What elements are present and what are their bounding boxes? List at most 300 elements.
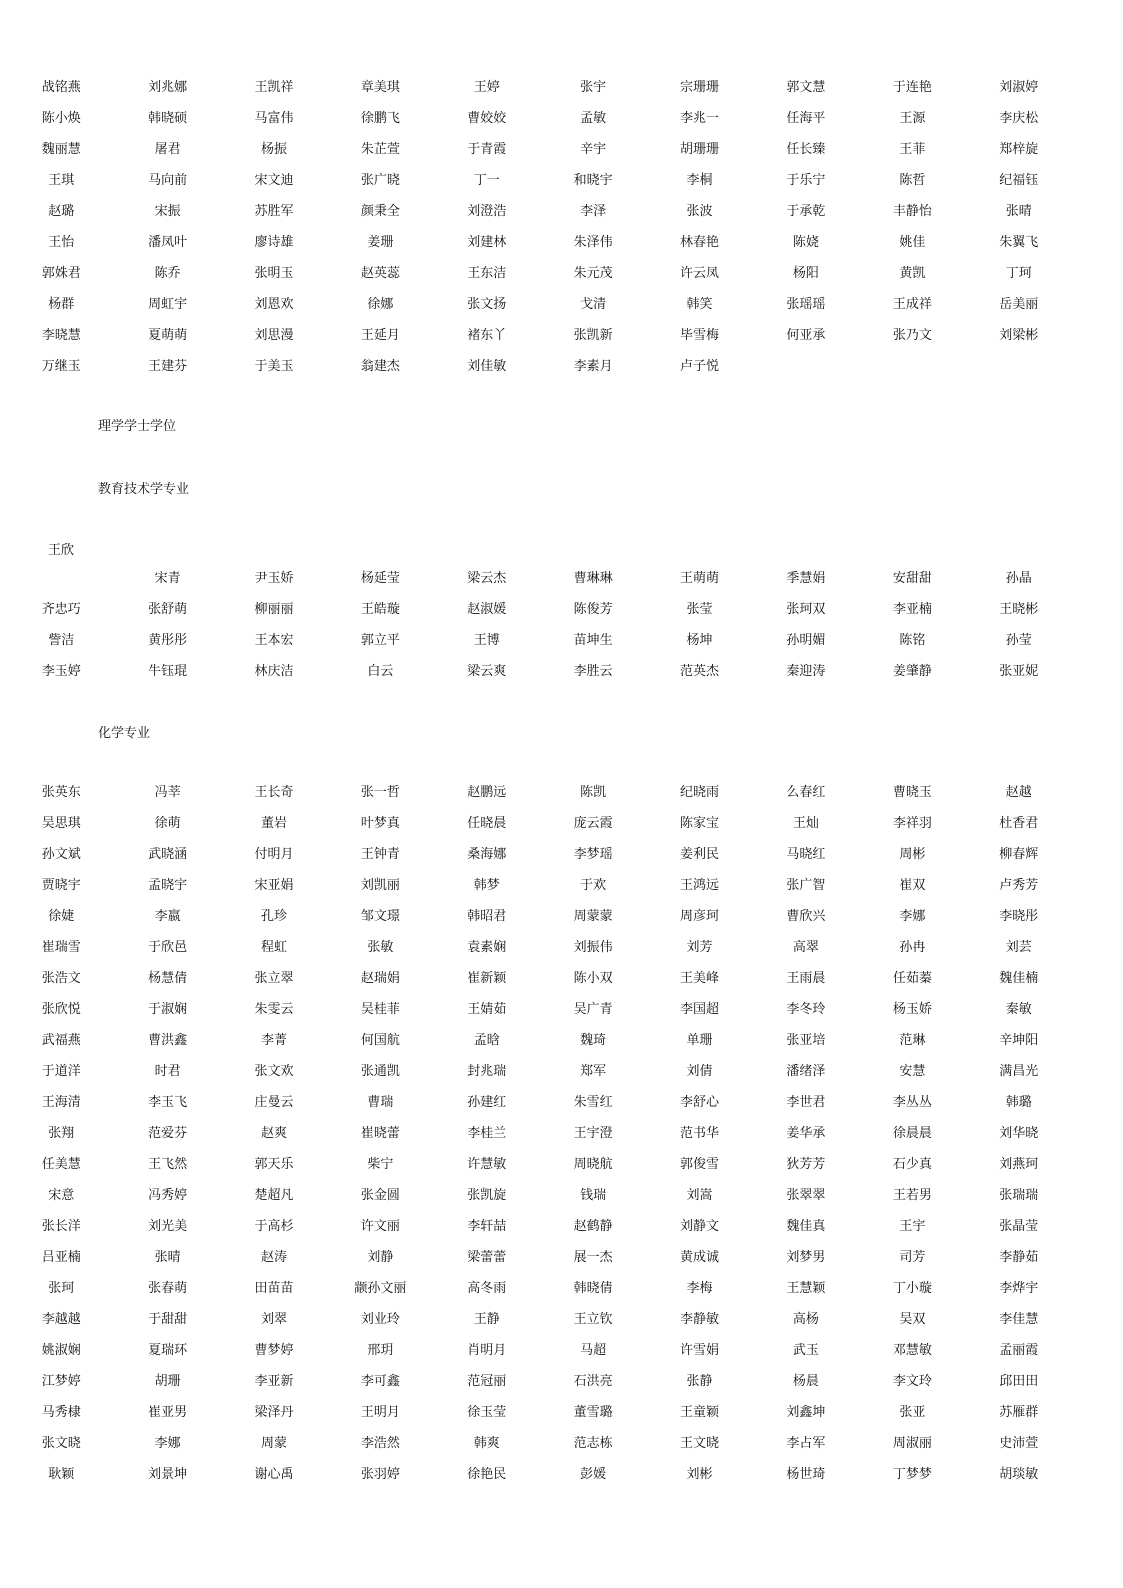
name-cell: 石少真 — [892, 1157, 932, 1172]
degree-heading: 理学学士学位 — [98, 419, 177, 434]
name-row — [8, 656, 1072, 687]
name-cell: 曹欣兴 — [786, 909, 826, 924]
name-cell: 万继玉 — [41, 359, 81, 374]
name-cell: 张广晓 — [360, 173, 400, 188]
name-cell: 李亚楠 — [892, 602, 932, 617]
name-cell: 袁素娴 — [467, 940, 507, 955]
name-cell: 徐鹏飞 — [360, 111, 400, 126]
name-cell: 何亚承 — [786, 328, 826, 343]
name-cell: 黄凯 — [899, 266, 926, 281]
name-cell: 潘绪泽 — [786, 1064, 826, 1079]
name-cell: 张敏 — [367, 940, 394, 955]
name-cell: 李桂兰 — [467, 1126, 507, 1141]
name-cell: 李文玲 — [892, 1374, 932, 1389]
name-row — [8, 1273, 1072, 1304]
name-cell: 李胜云 — [573, 664, 613, 679]
name-row — [8, 932, 1072, 963]
name-cell: 江梦婷 — [41, 1374, 81, 1389]
name-cell: 任美慧 — [41, 1157, 81, 1172]
name-cell: 张通凯 — [360, 1064, 400, 1079]
name-cell: 王东洁 — [467, 266, 507, 281]
name-cell: 郭立平 — [360, 633, 400, 648]
name-row — [8, 901, 1072, 932]
name-cell: 杨振 — [260, 142, 287, 157]
name-cell: 高杨 — [792, 1312, 819, 1327]
name-row — [8, 994, 1072, 1025]
name-row — [8, 625, 1072, 656]
name-cell: 张珂双 — [786, 602, 826, 617]
name-cell: 曹琳琳 — [573, 571, 613, 586]
name-cell: 张莹 — [686, 602, 713, 617]
name-cell: 苏胜军 — [254, 204, 294, 219]
name-cell: 夏瑞环 — [148, 1343, 188, 1358]
name-cell: 秦迎涛 — [786, 664, 826, 679]
name-cell: 董岩 — [260, 816, 287, 831]
name-cell: 曹梦婷 — [254, 1343, 294, 1358]
name-row — [8, 1366, 1072, 1397]
name-cell: 毕雪梅 — [680, 328, 720, 343]
name-cell: 韩梦 — [473, 878, 500, 893]
name-cell: 张珂 — [48, 1281, 75, 1296]
name-cell: 刘光美 — [148, 1219, 188, 1234]
name-cell: 李舒心 — [680, 1095, 720, 1110]
name-cell: 刘嵩 — [686, 1188, 713, 1203]
name-cell: 时君 — [154, 1064, 181, 1079]
name-row — [8, 196, 1072, 227]
name-cell: 王若男 — [892, 1188, 932, 1203]
name-cell: 林春艳 — [680, 235, 720, 250]
name-cell: 耿颖 — [48, 1467, 75, 1482]
name-cell: 胡珊 — [154, 1374, 181, 1389]
name-cell: 王美峰 — [680, 971, 720, 986]
name-cell: 张长洋 — [41, 1219, 81, 1234]
name-cell: 刘建林 — [467, 235, 507, 250]
name-cell: 周彬 — [899, 847, 926, 862]
name-cell: 王灿 — [792, 816, 819, 831]
name-cell: 刘佳敏 — [467, 359, 507, 374]
name-cell: 刘芳 — [686, 940, 713, 955]
name-row — [8, 134, 1072, 165]
name-cell: 王明月 — [360, 1405, 400, 1420]
name-cell: 黄彤彤 — [148, 633, 188, 648]
name-cell: 刘凯丽 — [360, 878, 400, 893]
name-cell: 贾晓宇 — [41, 878, 81, 893]
name-cell: 安甜甜 — [892, 571, 932, 586]
name-cell: 陈俊芳 — [573, 602, 613, 617]
name-cell: 韩晓倩 — [573, 1281, 613, 1296]
name-row — [8, 1304, 1072, 1335]
name-list-block-3 — [8, 777, 1072, 1490]
name-cell: 王飞然 — [148, 1157, 188, 1172]
name-cell: 石洪亮 — [573, 1374, 613, 1389]
name-cell: 马秀棣 — [41, 1405, 81, 1420]
name-cell: 曹晓玉 — [892, 785, 932, 800]
standalone-name: 王欣 — [48, 543, 75, 558]
name-cell: 韩璐 — [1005, 1095, 1032, 1110]
name-cell: 于淑娴 — [148, 1002, 188, 1017]
name-cell: 杨晨 — [792, 1374, 819, 1389]
name-cell: 谢心禹 — [254, 1467, 294, 1482]
name-cell: 孟晗 — [473, 1033, 500, 1048]
name-cell: 丁梦梦 — [892, 1467, 932, 1482]
name-cell: 张文晓 — [41, 1436, 81, 1451]
name-cell: 王萌萌 — [680, 571, 720, 586]
name-cell: 郑军 — [580, 1064, 607, 1079]
name-cell: 孟敏 — [580, 111, 607, 126]
name-cell: 章美琪 — [360, 80, 400, 95]
name-cell: 朱芷萱 — [360, 142, 400, 157]
name-cell: 曹洪鑫 — [148, 1033, 188, 1048]
name-cell: 邓慧敏 — [892, 1343, 932, 1358]
name-cell: 陈乔 — [154, 266, 181, 281]
name-cell: 张羽婷 — [360, 1467, 400, 1482]
name-cell: 李泽 — [580, 204, 607, 219]
name-row — [8, 563, 1072, 594]
name-cell: 周晓航 — [573, 1157, 613, 1172]
name-cell: 卢秀芳 — [999, 878, 1039, 893]
name-cell: 李国超 — [680, 1002, 720, 1017]
name-row — [8, 777, 1072, 808]
name-cell: 周蒙 — [260, 1436, 287, 1451]
name-cell: 王博 — [473, 633, 500, 648]
name-cell: 陈凯 — [580, 785, 607, 800]
name-row — [8, 1087, 1072, 1118]
name-cell: 李浩然 — [360, 1436, 400, 1451]
name-cell: 徐婕 — [48, 909, 75, 924]
name-cell: 翁建杰 — [360, 359, 400, 374]
name-cell: 姜华承 — [786, 1126, 826, 1141]
name-cell: 李冬玲 — [786, 1002, 826, 1017]
name-cell: 赵淑媛 — [467, 602, 507, 617]
name-cell: 徐晨晨 — [892, 1126, 932, 1141]
name-cell: 张晶莹 — [999, 1219, 1039, 1234]
name-cell: 武晓涵 — [148, 847, 188, 862]
name-cell: 宗珊珊 — [680, 80, 720, 95]
name-cell: 孟丽霞 — [999, 1343, 1039, 1358]
name-cell: 于美玉 — [254, 359, 294, 374]
name-cell: 和晓宇 — [573, 173, 613, 188]
name-cell: 张晴 — [1005, 204, 1032, 219]
name-cell: 王立钦 — [573, 1312, 613, 1327]
name-row — [8, 1180, 1072, 1211]
name-cell: 司芳 — [899, 1250, 926, 1265]
name-cell: 许文丽 — [360, 1219, 400, 1234]
name-cell: 刘燕珂 — [999, 1157, 1039, 1172]
name-row — [8, 351, 1072, 382]
name-list-block-1 — [8, 72, 1072, 382]
name-cell: 狄芳芳 — [786, 1157, 826, 1172]
name-cell: 丁珂 — [1005, 266, 1032, 281]
name-cell: 何国航 — [360, 1033, 400, 1048]
name-cell: 崔双 — [899, 878, 926, 893]
name-cell: 赵瑞娟 — [360, 971, 400, 986]
name-cell: 武福燕 — [41, 1033, 81, 1048]
name-cell: 王菲 — [899, 142, 926, 157]
name-cell: 周淑丽 — [892, 1436, 932, 1451]
name-cell: 范英杰 — [680, 664, 720, 679]
name-cell: 姜利民 — [680, 847, 720, 862]
name-cell: 韩晓硕 — [148, 111, 188, 126]
name-cell: 柳丽丽 — [254, 602, 294, 617]
name-cell: 褚东丫 — [467, 328, 507, 343]
name-cell: 冯莘 — [154, 785, 181, 800]
name-cell: 范书华 — [680, 1126, 720, 1141]
name-cell: 李庆松 — [999, 111, 1039, 126]
name-cell: 张文扬 — [467, 297, 507, 312]
name-cell: 徐娜 — [367, 297, 394, 312]
name-cell: 刘梦男 — [786, 1250, 826, 1265]
name-cell: 李可鑫 — [360, 1374, 400, 1389]
name-cell: 王晓彬 — [999, 602, 1039, 617]
name-cell: 王宇 — [899, 1219, 926, 1234]
name-cell: 齐忠巧 — [41, 602, 81, 617]
name-cell: 马晓红 — [786, 847, 826, 862]
name-cell: 王延月 — [360, 328, 400, 343]
name-cell: 赵英蕊 — [360, 266, 400, 281]
name-row — [8, 165, 1072, 196]
name-cell: 柳春辉 — [999, 847, 1039, 862]
name-cell: 朱元茂 — [573, 266, 613, 281]
name-row — [8, 1428, 1072, 1459]
name-cell: 于道洋 — [41, 1064, 81, 1079]
name-cell: 王静 — [473, 1312, 500, 1327]
name-row — [8, 808, 1072, 839]
name-cell: 姚佳 — [899, 235, 926, 250]
name-cell: 辛宇 — [580, 142, 607, 157]
name-cell: 庄曼云 — [254, 1095, 294, 1110]
name-cell: 张文欢 — [254, 1064, 294, 1079]
name-cell: 董雪璐 — [573, 1405, 613, 1420]
name-cell: 柴宁 — [367, 1157, 394, 1172]
name-cell: 李祥羽 — [892, 816, 932, 831]
name-cell: 陈家宝 — [680, 816, 720, 831]
name-cell: 叶梦真 — [360, 816, 400, 831]
name-cell: 王琪 — [48, 173, 75, 188]
name-cell: 丰静怡 — [892, 204, 932, 219]
name-cell: 么春红 — [786, 785, 826, 800]
name-cell: 李晓慧 — [41, 328, 81, 343]
name-cell: 张春萌 — [148, 1281, 188, 1296]
name-cell: 张静 — [686, 1374, 713, 1389]
name-cell: 苏雁群 — [999, 1405, 1039, 1420]
name-cell: 邱田田 — [999, 1374, 1039, 1389]
name-cell: 于青霞 — [467, 142, 507, 157]
name-cell: 庞云霞 — [573, 816, 613, 831]
name-cell: 于甜甜 — [148, 1312, 188, 1327]
name-cell: 安慧 — [899, 1064, 926, 1079]
name-cell: 李亚新 — [254, 1374, 294, 1389]
name-cell: 曹瑞 — [367, 1095, 394, 1110]
name-cell: 张立翠 — [254, 971, 294, 986]
name-cell: 魏佳楠 — [999, 971, 1039, 986]
name-cell: 冯秀婷 — [148, 1188, 188, 1203]
name-cell: 姚淑娴 — [41, 1343, 81, 1358]
name-cell: 姜肇静 — [892, 664, 932, 679]
name-cell: 马富伟 — [254, 111, 294, 126]
name-cell: 张亚妮 — [999, 664, 1039, 679]
name-cell: 张广智 — [786, 878, 826, 893]
name-cell: 崔晓蕾 — [360, 1126, 400, 1141]
name-cell: 田苗苗 — [254, 1281, 294, 1296]
name-cell: 杜香君 — [999, 816, 1039, 831]
name-cell: 李菁 — [260, 1033, 287, 1048]
name-cell: 吕亚楠 — [41, 1250, 81, 1265]
name-cell: 刘思漫 — [254, 328, 294, 343]
name-cell: 李梅 — [686, 1281, 713, 1296]
name-cell: 孙晶 — [1005, 571, 1032, 586]
name-cell: 郭俊雪 — [680, 1157, 720, 1172]
name-cell: 李玉飞 — [148, 1095, 188, 1110]
name-cell: 杨慧倩 — [148, 971, 188, 986]
name-row — [8, 1211, 1072, 1242]
name-cell: 桑海娜 — [467, 847, 507, 862]
name-cell: 杨阳 — [792, 266, 819, 281]
name-row — [8, 1242, 1072, 1273]
name-cell: 王宇澄 — [573, 1126, 613, 1141]
name-cell: 李越越 — [41, 1312, 81, 1327]
name-cell: 丁小璇 — [892, 1281, 932, 1296]
name-cell: 陈小焕 — [41, 111, 81, 126]
name-cell: 王长奇 — [254, 785, 294, 800]
name-cell: 王凯祥 — [254, 80, 294, 95]
name-cell: 王怡 — [48, 235, 75, 250]
name-cell: 王海清 — [41, 1095, 81, 1110]
name-cell: 宋亚娟 — [254, 878, 294, 893]
name-cell: 张凯旋 — [467, 1188, 507, 1203]
name-cell: 许云凤 — [680, 266, 720, 281]
name-cell: 王慧颖 — [786, 1281, 826, 1296]
name-cell: 王成祥 — [892, 297, 932, 312]
name-cell: 刘兆娜 — [148, 80, 188, 95]
name-list-block-2 — [8, 563, 1072, 687]
name-cell: 徐玉莹 — [467, 1405, 507, 1420]
name-cell: 陈娆 — [792, 235, 819, 250]
name-cell: 纪福钰 — [999, 173, 1039, 188]
name-row — [8, 1397, 1072, 1428]
name-cell: 张宇 — [580, 80, 607, 95]
name-cell: 王鸿远 — [680, 878, 720, 893]
name-cell: 戈清 — [580, 297, 607, 312]
name-cell: 孙莹 — [1005, 633, 1032, 648]
name-cell: 杨坤 — [686, 633, 713, 648]
name-cell: 赵爽 — [260, 1126, 287, 1141]
name-cell: 刘静文 — [680, 1219, 720, 1234]
name-cell: 王皓璇 — [360, 602, 400, 617]
name-cell: 朱雪红 — [573, 1095, 613, 1110]
name-cell: 张舒萌 — [148, 602, 188, 617]
name-cell: 范冠丽 — [467, 1374, 507, 1389]
name-cell: 封兆瑞 — [467, 1064, 507, 1079]
name-cell: 刘静 — [367, 1250, 394, 1265]
name-cell: 孙文斌 — [41, 847, 81, 862]
name-cell: 徐萌 — [154, 816, 181, 831]
name-cell: 刘鑫坤 — [786, 1405, 826, 1420]
name-cell: 卢子悦 — [680, 359, 720, 374]
name-row — [8, 1118, 1072, 1149]
name-cell: 肖明月 — [467, 1343, 507, 1358]
name-cell: 张翠翠 — [786, 1188, 826, 1203]
name-cell: 许慧敏 — [467, 1157, 507, 1172]
name-cell: 范志栋 — [573, 1436, 613, 1451]
name-cell: 任海平 — [786, 111, 826, 126]
name-cell: 于乐宁 — [786, 173, 826, 188]
name-cell: 廖诗雄 — [254, 235, 294, 250]
name-cell: 王源 — [899, 111, 926, 126]
name-cell: 李素月 — [573, 359, 613, 374]
name-cell: 王童颖 — [680, 1405, 720, 1420]
name-cell: 李静茹 — [999, 1250, 1039, 1265]
name-cell: 吴思琪 — [41, 816, 81, 831]
name-cell: 战铭燕 — [41, 80, 81, 95]
name-cell: 赵璐 — [48, 204, 75, 219]
name-cell: 单珊 — [686, 1033, 713, 1048]
name-cell: 张明玉 — [254, 266, 294, 281]
name-row — [8, 1335, 1072, 1366]
name-cell: 李占军 — [786, 1436, 826, 1451]
name-cell: 任长臻 — [786, 142, 826, 157]
name-cell: 吴双 — [899, 1312, 926, 1327]
name-cell: 韩昭君 — [467, 909, 507, 924]
name-cell: 宋振 — [154, 204, 181, 219]
name-cell: 潘凤叶 — [148, 235, 188, 250]
name-cell: 孙冉 — [899, 940, 926, 955]
name-cell: 刘业玲 — [360, 1312, 400, 1327]
name-cell: 李世君 — [786, 1095, 826, 1110]
name-cell: 于欢 — [580, 878, 607, 893]
name-cell: 刘芸 — [1005, 940, 1032, 955]
name-cell: 杨玉娇 — [892, 1002, 932, 1017]
name-cell: 范琳 — [899, 1033, 926, 1048]
name-cell: 孔珍 — [260, 909, 287, 924]
name-cell: 李丛丛 — [892, 1095, 932, 1110]
name-cell: 刘恩欢 — [254, 297, 294, 312]
name-cell: 季慧娟 — [786, 571, 826, 586]
name-cell: 张乃文 — [892, 328, 932, 343]
name-cell: 刘景坤 — [148, 1467, 188, 1482]
name-cell: 于连艳 — [892, 80, 932, 95]
name-cell: 范爱芬 — [148, 1126, 188, 1141]
name-cell: 郑梓旋 — [999, 142, 1039, 157]
name-cell: 周虹宇 — [148, 297, 188, 312]
name-cell: 黄成诚 — [680, 1250, 720, 1265]
name-cell: 朱雯云 — [254, 1002, 294, 1017]
name-cell: 朱翼飞 — [999, 235, 1039, 250]
name-cell: 赵鹏远 — [467, 785, 507, 800]
name-cell: 高翠 — [792, 940, 819, 955]
name-cell: 李梦瑶 — [573, 847, 613, 862]
name-cell: 刘淑婷 — [999, 80, 1039, 95]
name-cell: 尹玉娇 — [254, 571, 294, 586]
name-row — [8, 72, 1072, 103]
name-cell: 邹文璟 — [360, 909, 400, 924]
name-cell: 魏琦 — [580, 1033, 607, 1048]
name-cell: 马向前 — [148, 173, 188, 188]
name-cell: 李烨宇 — [999, 1281, 1039, 1296]
name-cell: 胡珊珊 — [680, 142, 720, 157]
name-cell: 姜珊 — [367, 235, 394, 250]
name-cell: 张瑶瑶 — [786, 297, 826, 312]
name-row — [8, 103, 1072, 134]
name-row — [8, 1149, 1072, 1180]
name-cell: 孙明媚 — [786, 633, 826, 648]
name-cell: 张亚 — [899, 1405, 926, 1420]
name-cell: 梁云杰 — [467, 571, 507, 586]
name-cell: 张浩文 — [41, 971, 81, 986]
name-cell: 李嬴 — [154, 909, 181, 924]
name-cell: 史沛萱 — [999, 1436, 1039, 1451]
name-row — [8, 1459, 1072, 1490]
name-cell: 李兆一 — [680, 111, 720, 126]
